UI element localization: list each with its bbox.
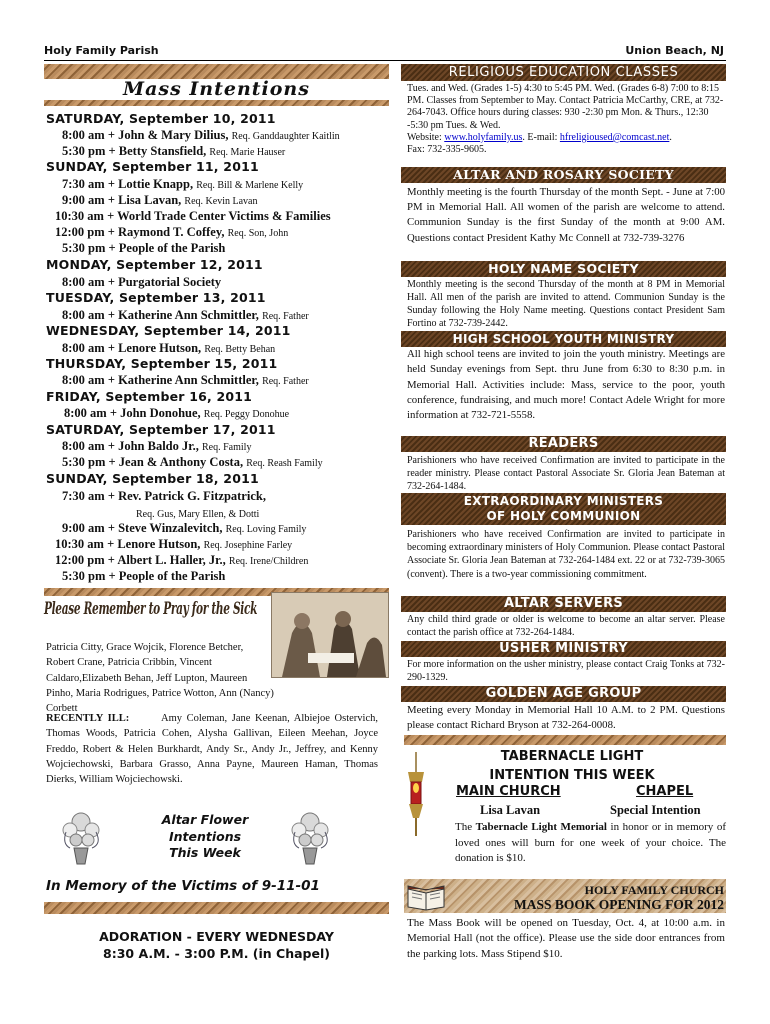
mass-time-name: 5:30 pm + Jean & Anthony Costa, bbox=[62, 455, 244, 469]
recently-ill-list: Amy Coleman, Jane Keenan, Albiejoe Ostervich, Thomas Woods, Patricia Cohen, Alysha Gallivan, Eileen Meehan, Joyce Freddo, Robert & Helen Burkhardt, Andy Sr., Andy Jr., Jeffrey, and Kenny Wojciechowski, Barbara Grasso, Anna Payne, Maureen Haman, Thomas Dierks, William Wojciechowski. bbox=[46, 713, 378, 786]
day-heading: WEDNESDAY, September 14, 2011 bbox=[46, 323, 291, 338]
section-bar: GOLDEN AGE GROUP bbox=[401, 686, 726, 702]
main-church-intention: Lisa Lavan bbox=[480, 803, 541, 817]
day-heading: SUNDAY, September 11, 2011 bbox=[46, 159, 259, 174]
adoration-block bbox=[44, 928, 389, 962]
section-bar: RELIGIOUS EDUCATION CLASSES bbox=[401, 64, 726, 81]
mass-time-name: 5:30 pm + People of the Parish bbox=[62, 569, 226, 583]
readers-text: Parishioners who have received Confirmation are invited to participate in the reader ministry. Please contact Pastoral Associate Sr. Gloria Jean Bateman at 732-264-1484. bbox=[407, 455, 725, 493]
healing-scene-icon bbox=[272, 593, 388, 677]
section-bar-line: EXTRAORDINARY MINISTERS bbox=[463, 494, 664, 508]
section-bar-two-line bbox=[401, 493, 726, 525]
section-bar: READERS bbox=[401, 436, 726, 452]
mass-requester: Req. Peggy Donohue bbox=[203, 409, 290, 420]
chapel-intention: Special Intention bbox=[610, 803, 701, 817]
mass-intention bbox=[62, 439, 251, 454]
mass-intention bbox=[62, 241, 225, 256]
adoration-line: 8:30 A.M. - 3:00 P.M. (in Chapel) bbox=[103, 946, 330, 961]
section-bar-line: OF HOLY COMMUNION bbox=[486, 509, 641, 523]
mass-time-name: 12:00 pm + Albert L. Haller, Jr., bbox=[55, 553, 226, 567]
tabernacle-title: INTENTION THIS WEEK bbox=[489, 768, 655, 783]
mass-intention bbox=[62, 144, 285, 159]
mass-intention bbox=[55, 537, 292, 552]
tabernacle-text-c: in honor or in memory of loved ones will burn for one week of your choice. The donation is $10. bbox=[455, 821, 726, 864]
mass-requester: Req. Kevin Lavan bbox=[184, 196, 258, 207]
mass-intention bbox=[62, 341, 275, 356]
usher-text: For more information on the usher ministry, please contact Craig Tonks at 732-290-1329. bbox=[407, 659, 725, 684]
main-church-label: MAIN CHURCH bbox=[456, 784, 561, 799]
mass-time-name: 8:00 am + John Donohue, bbox=[64, 406, 201, 420]
section-bar: USHER MINISTRY bbox=[401, 641, 726, 657]
mass-intention bbox=[55, 209, 331, 224]
recently-ill-block bbox=[46, 711, 378, 787]
open-book-icon bbox=[406, 881, 446, 911]
mass-time-name: 10:30 am + Lenore Hutson, bbox=[55, 537, 201, 551]
mass-intention bbox=[62, 569, 225, 584]
mass-requester: Req. Reash Family bbox=[246, 458, 323, 469]
decorative-band bbox=[44, 64, 389, 79]
mass-intention bbox=[55, 225, 288, 240]
tabernacle-text bbox=[455, 820, 726, 867]
mass-time-name: 8:00 am + John Baldo Jr., bbox=[62, 439, 199, 453]
mass-intention bbox=[62, 193, 257, 208]
mass-requester: Req. Josephine Farley bbox=[203, 540, 293, 551]
mass-intention bbox=[55, 553, 308, 568]
mass-requester: Req. Father bbox=[262, 311, 309, 322]
mass-intention bbox=[62, 373, 309, 388]
mass-requester: Req. Irene/Children bbox=[228, 556, 309, 567]
religious-ed-text: Tues. and Wed. (Grades 1-5) 4:30 to 5:45 PM. Wed. (Grades 6-8) 7:00 to 8:15 PM. Classes from September to May. Contact Patricia McCarthy, CRE, at 732-264-7043. Office hours during classes: 930 -2:30 pm Mon. & Thurs., 12:30 -5:30 pm Tues. & Wed. Website: www.holyfamily.us. E-mail: hfreligioused@comcast.net. Fax: 732-335-9605. bbox=[407, 83, 724, 156]
mass-time-name: 8:00 am + John & Mary Dilius, bbox=[62, 128, 229, 142]
mass-requester: Req. Bill & Marlene Kelly bbox=[196, 180, 304, 191]
section-bar: HOLY NAME SOCIETY bbox=[401, 261, 726, 277]
day-heading: SATURDAY, September 10, 2011 bbox=[46, 111, 276, 126]
tabernacle-memorial: Tabernacle Light Memorial bbox=[475, 821, 607, 833]
massbook-title1: HOLY FAMILY CHURCH bbox=[584, 883, 724, 897]
memory-heading: In Memory of the Victims of 9-11-01 bbox=[46, 878, 320, 894]
website-link[interactable]: www.holyfamily.us bbox=[444, 131, 523, 143]
flower-bouquet-icon bbox=[287, 808, 333, 866]
massbook-title2: MASS BOOK OPENING FOR 2012 bbox=[513, 897, 724, 912]
recently-ill-label: RECENTLY ILL: bbox=[46, 713, 130, 724]
mass-time-name: 10:30 am + World Trade Center Victims & Families bbox=[55, 209, 331, 223]
adoration-line: ADORATION - EVERY WEDNESDAY bbox=[99, 929, 334, 944]
mass-time-name: 7:30 am + Rev. Patrick G. Fitzpatrick, bbox=[62, 489, 266, 503]
mass-time-name: 8:00 am + Purgatorial Society bbox=[62, 275, 222, 289]
mass-requester: Req. Ganddaughter Kaitlin bbox=[231, 131, 340, 142]
email-link[interactable]: hfreligioused@comcast.net bbox=[559, 131, 670, 143]
day-heading: THURSDAY, September 15, 2011 bbox=[46, 356, 278, 371]
chapel-label: CHAPEL bbox=[636, 784, 694, 799]
day-heading: SUNDAY, September 18, 2011 bbox=[46, 471, 259, 486]
fax-number: Fax: 732-335-9605. bbox=[407, 144, 487, 156]
parish-location: Union Beach, NJ bbox=[625, 44, 724, 57]
mass-intentions-title: Mass Intentions bbox=[123, 78, 310, 100]
mass-requester: Req. Family bbox=[202, 442, 252, 453]
mass-requester: Req. Son, John bbox=[227, 228, 289, 239]
section-bar: HIGH SCHOOL YOUTH MINISTRY bbox=[401, 331, 726, 347]
altar-flower-line: Altar Flower bbox=[161, 812, 249, 827]
parish-name: Holy Family Parish bbox=[44, 44, 159, 57]
email-label: . E-mail: bbox=[522, 131, 560, 143]
altar-flower-line: This Week bbox=[169, 845, 241, 860]
mass-time-name: 8:00 am + Katherine Ann Schmittler, bbox=[62, 373, 259, 387]
day-heading: TUESDAY, September 13, 2011 bbox=[46, 290, 266, 305]
sick-list: Patricia Citty, Grace Wojcik, Florence Betcher, Robert Crane, Patricia Cribbin, Vincent Caldaro,Elizabeth Behan, Jeff Lupton, Maureen Pinho, Maria Rodrigues, Patrice Wotton, Ann (Nancy) Corbett bbox=[46, 642, 274, 715]
religious-ed-body: Tues. and Wed. (Grades 1-5) 4:30 to 5:45 PM. Wed. (Grades 6-8) 7:00 to 8:15 PM. Classes from September to May. Contact Patricia McCarthy, CRE, at 732-264-7043. Office hours during classes: 930 -2:30 pm Mon. & Thurs., 12:30 -5:30 pm Tues. & Wed. bbox=[407, 83, 724, 131]
mass-intention bbox=[62, 521, 306, 536]
mass-time-name: 7:30 am + Lottie Knapp, bbox=[62, 177, 194, 191]
mass-requester: Req. Marie Hauser bbox=[209, 147, 286, 158]
mass-intention bbox=[136, 506, 259, 521]
mass-requester: Req. Betty Behan bbox=[204, 344, 276, 355]
eucharistic-ministers-text: Parishioners who have received Confirmation are invited to participate in becoming extraordinary ministers of Holy Communion. Please contact Pastoral Associate Sr. Gloria Jean Bateman at 732-264-1484 ext. 22 or at 732-739-3065 (convent). There is a two-year commissioning commitment. bbox=[407, 529, 725, 580]
flower-bouquet-icon bbox=[58, 808, 104, 866]
decorative-band bbox=[404, 735, 726, 745]
sanctuary-lamp-icon bbox=[404, 752, 428, 842]
altar-servers-text: Any child third grade or older is welcome to become an altar server. Please contact the parish office at 732-264-1484. bbox=[407, 614, 725, 639]
mass-time-name: 5:30 pm + People of the Parish bbox=[62, 241, 226, 255]
tabernacle-title: TABERNACLE LIGHT bbox=[500, 749, 644, 764]
altar-rosary-text: Monthly meeting is the fourth Thursday of the month Sept. - June at 7:00 PM in Memorial Hall. All women of the parish are welcome to attend. Communion Sunday is the first Sunday of the month at 9:00 AM. Questions contact President Kathy Mc Connell at 732-739-3276 bbox=[407, 186, 725, 244]
mass-time-name: 9:00 am + Steve Winzalevitch, bbox=[62, 521, 223, 535]
altar-flower-heading bbox=[120, 812, 290, 862]
mass-requester: Req. Loving Family bbox=[225, 524, 307, 535]
mass-time-name: 9:00 am + Lisa Lavan, bbox=[62, 193, 182, 207]
day-heading: MONDAY, September 12, 2011 bbox=[46, 257, 263, 272]
mass-requester: Req. Father bbox=[262, 376, 309, 387]
golden-age-text: Meeting every Monday in Memorial Hall 10 A.M. to 2 PM. Questions please contact Richard Bryson at 732-264-0008. bbox=[407, 704, 725, 731]
mass-intention bbox=[62, 128, 340, 143]
section-bar: ALTAR AND ROSARY SOCIETY bbox=[401, 167, 726, 183]
mass-time-name: 5:30 pm + Betty Stansfield, bbox=[62, 144, 207, 158]
mass-time-name: 12:00 pm + Raymond T. Coffey, bbox=[55, 225, 225, 239]
mass-intention bbox=[62, 455, 323, 470]
mass-intention bbox=[62, 275, 221, 290]
mass-time-name: 8:00 am + Lenore Hutson, bbox=[62, 341, 202, 355]
sick-title: Please Remember to Pray for the Sick bbox=[44, 599, 258, 619]
header-rule bbox=[44, 60, 726, 61]
mass-intention bbox=[62, 177, 303, 192]
day-heading: SATURDAY, September 17, 2011 bbox=[46, 422, 276, 437]
section-bar: ALTAR SERVERS bbox=[401, 596, 726, 612]
mass-intention bbox=[64, 406, 289, 421]
tabernacle-heading bbox=[430, 747, 714, 785]
tabernacle-text-a: The bbox=[455, 821, 476, 833]
decorative-band bbox=[44, 902, 389, 914]
mass-requester: Req. Gus, Mary Ellen, & Dotti bbox=[136, 509, 260, 520]
holy-name-text: Monthly meeting is the second Thursday of the month at 8 PM in Memorial Hall. All men of the parish are invited to attend. Communion Sunday is the Sunday following the Holy Name meeting. Questions contact President Sam Fortino at 732-739-2442. bbox=[407, 279, 725, 329]
mass-intention bbox=[62, 489, 266, 504]
mass-intention bbox=[62, 308, 309, 323]
healing-image bbox=[271, 592, 389, 678]
day-heading: FRIDAY, September 16, 2011 bbox=[46, 389, 253, 404]
website-label: Website: bbox=[407, 131, 445, 143]
altar-flower-line: Intentions bbox=[168, 828, 242, 844]
youth-ministry-text: All high school teens are invited to join the youth ministry. Meetings are held Sunday evenings from Sept. thru June from 6:30 to 8:30 p.m. in Memorial Hall. Activities include: Mass, service to the poor, youth conference, fundraising, and much more! Contact Adele Wright for more information at 732-721-5558. bbox=[407, 348, 725, 422]
massbook-text: The Mass Book will be opened on Tuesday, Oct. 4, at 10:00 a.m. in Memorial Hall (not the office). Please use the side door entrances from the parking lots. Mass Stipend $10. bbox=[407, 917, 725, 960]
decorative-band bbox=[44, 100, 389, 106]
mass-time-name: 8:00 am + Katherine Ann Schmittler, bbox=[62, 308, 259, 322]
